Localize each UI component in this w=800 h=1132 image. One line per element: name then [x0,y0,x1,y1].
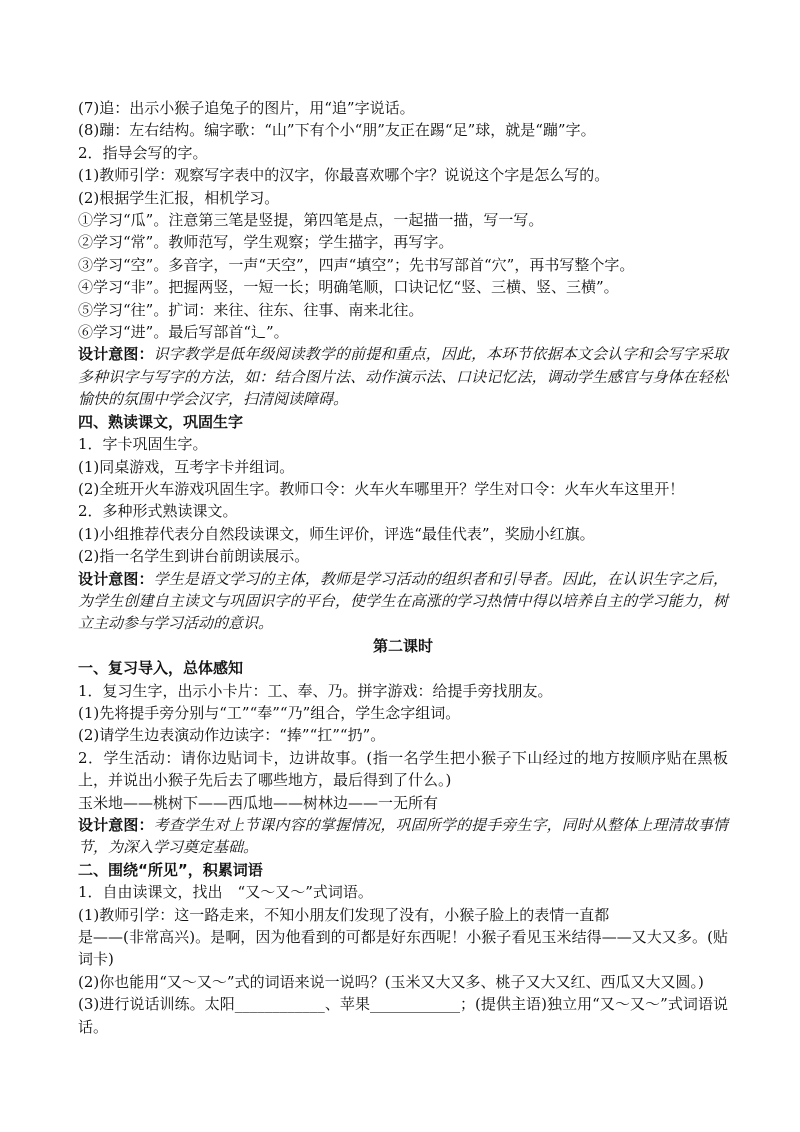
design-intent-label: 设计意图： [78,345,154,364]
text-line: ②学习“常”。教师范写，学生观察；学生描字，再写字。 [78,233,454,252]
design-intent-text: 考查学生对上节课内容的掌握情况，巩固所学的提手旁生字，同时从整体上理清故事情节，为深入学习奠定基础。 [78,816,728,857]
design-intent-note [78,814,728,859]
text-line: 2．指导会写的字。 [78,143,208,162]
text-line: 1．字卡巩固生字。 [78,435,208,454]
design-intent-note [78,343,728,410]
text-paragraph: (2)你也能用“又～又～”式的词语来说一说吗？(玉米又大又多、桃子又大又红、西瓜又大又圆。) [78,972,704,991]
text-line: (2)根据学生汇报，相机学习。 [78,188,280,207]
text-line: (2)请学生边表演动作边读字：“捧”“扛”“扔”。 [78,726,386,745]
text-line: (1)同桌游戏，互考字卡并组词。 [78,457,295,476]
text-line: 2．多种形式熟读课文。 [78,502,238,521]
text-line: (1)先将提手旁分别与“工”“奉”“乃”组合，学生念字组词。 [78,703,461,722]
section-heading: 二、围绕“所见”，积累词语 [78,860,263,879]
text-line: (1)小组推荐代表分自然段读课文，师生评价，评选“最佳代表”，奖励小红旗。 [78,524,595,543]
text-paragraph: (3)进行说话训练。太阳____________、苹果____________；(提供主语)独立用“又～又～”式词语说话。 [78,995,728,1036]
text-paragraph: 2．学生活动：请你边贴词卡，边讲故事。(指一名学生把小猴子下山经过的地方按顺序贴在黑板上，并说出小猴子先后去了哪些地方，最后得到了什么。) [78,748,728,790]
text-line: (2)指一名学生到讲台前朗读展示。 [78,547,310,566]
design-intent-note [78,568,728,635]
design-intent-label: 设计意图： [78,569,154,588]
text-line: (2)全班开火车游戏巩固生字。教师口令：火车火车哪里开？学生对口令：火车火车这里开！ [78,479,685,498]
text-line: ④学习“非”。把握两竖，一短一长；明确笔顺，口诀记忆“竖、三横、竖、三横”。 [78,278,619,297]
section-heading: 一、复习导入，总体感知 [78,659,244,678]
text-line: 玉米地——桃树下——西瓜地——树林边——一无所有 [78,793,439,812]
text-line: ①学习“瓜”。注意第三笔是竖提，第四笔是点，一起描一描，写一写。 [78,211,544,230]
design-intent-text: 学生是语文学习的主体，教师是学习活动的组织者和引导者。因此，在认识生字之后，为学生创建自主读文与巩固识字的平台，使学生在高涨的学习热情中得以培养自主的学习能力，树立主动参与学习活动的意识。 [78,569,728,633]
text-line: ⑤学习“往”。扩词：来往、往东、往事、南来北往。 [78,300,424,319]
text-line: ③学习“空”。多音字，一声“天空”，四声“填空”；先书写部首“穴”，再书写整个字。 [78,255,635,274]
text-line: (8)蹦：左右结构。编字歌：“山”下有个小“朋”友正在踢“足”球，就是“蹦”字。 [78,121,596,140]
text-line: ⑥学习“进”。最后写部首“辶”。 [78,323,289,342]
document-page [78,97,728,1038]
text-line: (7)追：出示小猴子追兔子的图片，用“追”字说话。 [78,99,415,117]
text-line: 1．自由读课文，找出 “又～又～”式词语。 [78,883,373,902]
section-heading: 四、熟读课文，巩固生字 [78,412,244,431]
text-line: 1．复习生字，出示小卡片：工、奉、乃。拼字游戏：给提手旁找朋友。 [78,681,553,700]
lesson-title: 第二课时 [372,636,433,655]
text-paragraph: 是——(非常高兴)。是啊，因为他看到的可都是好东西呢！小猴子看见玉米结得——又大又多。(贴词卡) [78,928,728,969]
design-intent-text: 识字教学是低年级阅读教学的前提和重点，因此，本环节依据本文会认字和会写字采取多种识字与写字的方法，如：结合图片法、动作演示法、口诀记忆法，调动学生感官与身体在轻松愉快的氛围中学会汉字，扫清阅读障碍。 [78,345,728,409]
design-intent-label: 设计意图： [78,816,154,834]
text-line: (1)教师引学：观察写字表中的汉字，你最喜欢哪个字？说说这个字是怎么写的。 [78,166,610,185]
text-line: (1)教师引学：这一路走来，不知小朋友们发现了没有，小猴子脸上的表情一直都 [78,905,610,924]
